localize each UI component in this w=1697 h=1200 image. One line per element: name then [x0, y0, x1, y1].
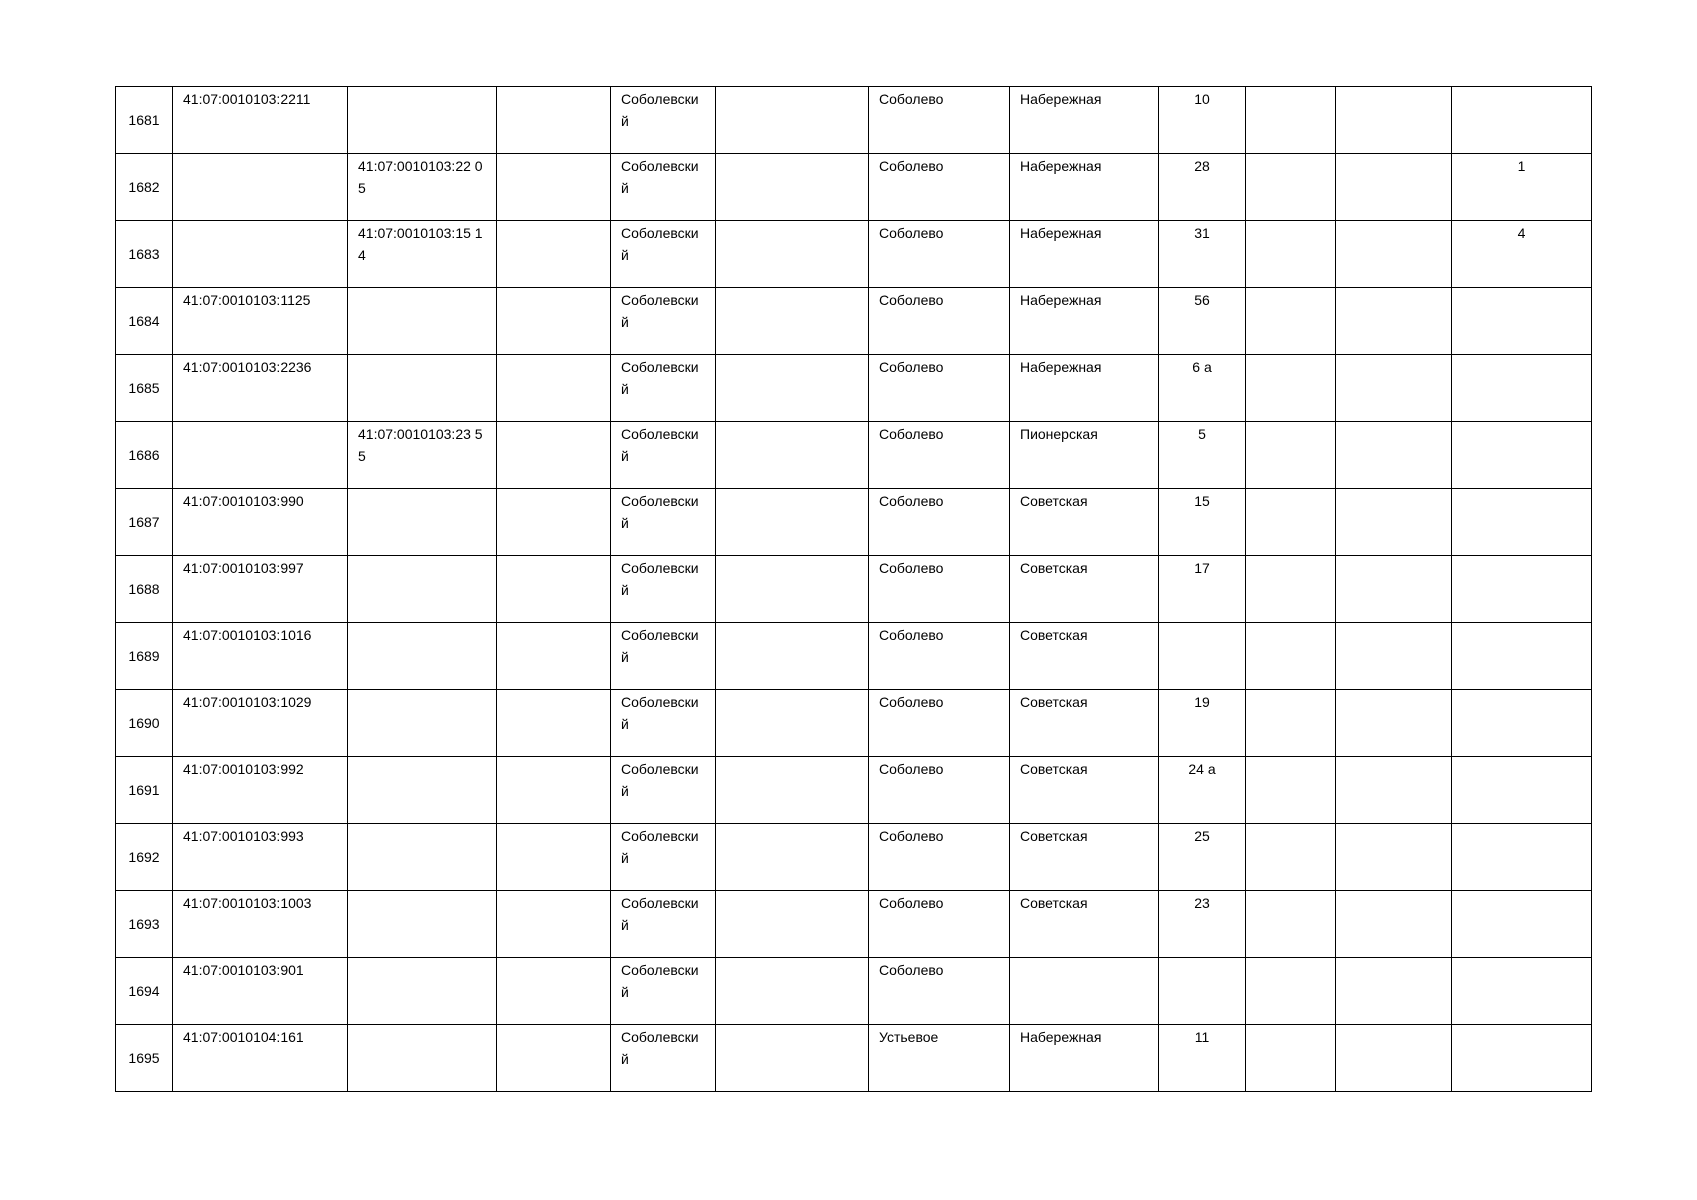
empty-cell — [716, 958, 869, 1025]
house-number-cell: 25 — [1159, 824, 1246, 891]
district-cell: Соболевски й — [611, 87, 716, 154]
row-number-cell: 1691 — [116, 757, 173, 824]
row-number-cell: 1685 — [116, 355, 173, 422]
cadastral-number-cell: 41:07:0010103:1029 — [173, 690, 348, 757]
empty-cell — [716, 891, 869, 958]
settlement-cell: Соболево — [869, 556, 1010, 623]
house-number-cell — [1159, 958, 1246, 1025]
district-cell: Соболевски й — [611, 623, 716, 690]
cadastral-number-2-cell — [348, 891, 497, 958]
cadastral-number-cell: 41:07:0010103:1003 — [173, 891, 348, 958]
extra-value-cell — [1452, 690, 1592, 757]
extra-value-cell — [1452, 489, 1592, 556]
house-number-cell: 5 — [1159, 422, 1246, 489]
cadastral-number-2-cell: 41:07:0010103:23 55 — [348, 422, 497, 489]
empty-cell — [1336, 891, 1452, 958]
empty-cell — [1246, 1025, 1336, 1092]
street-cell: Набережная — [1010, 221, 1159, 288]
house-number-cell: 6 а — [1159, 355, 1246, 422]
cadastral-number-cell — [173, 422, 348, 489]
empty-cell — [497, 556, 611, 623]
extra-value-cell — [1452, 958, 1592, 1025]
district-cell: Соболевски й — [611, 355, 716, 422]
cadastral-number-2-cell — [348, 958, 497, 1025]
empty-cell — [716, 489, 869, 556]
empty-cell — [716, 623, 869, 690]
empty-cell — [1336, 87, 1452, 154]
extra-value-cell — [1452, 556, 1592, 623]
cadastral-number-cell: 41:07:0010103:993 — [173, 824, 348, 891]
empty-cell — [1246, 489, 1336, 556]
cadastral-number-2-cell — [348, 87, 497, 154]
street-cell: Набережная — [1010, 355, 1159, 422]
row-number-cell: 1692 — [116, 824, 173, 891]
empty-cell — [1336, 489, 1452, 556]
district-cell: Соболевски й — [611, 221, 716, 288]
row-number-cell: 1683 — [116, 221, 173, 288]
extra-value-cell — [1452, 891, 1592, 958]
street-cell: Советская — [1010, 556, 1159, 623]
district-cell: Соболевски й — [611, 489, 716, 556]
house-number-cell: 31 — [1159, 221, 1246, 288]
cadastral-number-cell: 41:07:0010104:161 — [173, 1025, 348, 1092]
empty-cell — [497, 891, 611, 958]
house-number-cell: 17 — [1159, 556, 1246, 623]
empty-cell — [1336, 824, 1452, 891]
cadastral-number-2-cell — [348, 355, 497, 422]
empty-cell — [1246, 288, 1336, 355]
cadastral-number-2-cell — [348, 288, 497, 355]
settlement-cell: Соболево — [869, 489, 1010, 556]
empty-cell — [1336, 355, 1452, 422]
street-cell: Советская — [1010, 757, 1159, 824]
empty-cell — [497, 690, 611, 757]
settlement-cell: Соболево — [869, 824, 1010, 891]
table-row — [116, 1025, 1592, 1092]
settlement-cell: Соболево — [869, 690, 1010, 757]
street-cell: Советская — [1010, 891, 1159, 958]
cadastral-number-cell: 41:07:0010103:2211 — [173, 87, 348, 154]
district-cell: Соболевски й — [611, 891, 716, 958]
street-cell — [1010, 958, 1159, 1025]
empty-cell — [1336, 221, 1452, 288]
district-cell: Соболевски й — [611, 154, 716, 221]
extra-value-cell — [1452, 422, 1592, 489]
district-cell: Соболевски й — [611, 958, 716, 1025]
empty-cell — [497, 757, 611, 824]
table-row — [116, 288, 1592, 355]
empty-cell — [716, 87, 869, 154]
table-row — [116, 556, 1592, 623]
district-cell: Соболевски й — [611, 690, 716, 757]
empty-cell — [1246, 87, 1336, 154]
empty-cell — [1246, 623, 1336, 690]
house-number-cell: 15 — [1159, 489, 1246, 556]
extra-value-cell — [1452, 87, 1592, 154]
settlement-cell: Соболево — [869, 288, 1010, 355]
empty-cell — [497, 288, 611, 355]
empty-cell — [1336, 556, 1452, 623]
cadastral-number-cell: 41:07:0010103:990 — [173, 489, 348, 556]
empty-cell — [1246, 757, 1336, 824]
empty-cell — [1336, 1025, 1452, 1092]
cadastral-number-cell: 41:07:0010103:1016 — [173, 623, 348, 690]
empty-cell — [497, 489, 611, 556]
extra-value-cell: 4 — [1452, 221, 1592, 288]
settlement-cell: Соболево — [869, 623, 1010, 690]
table-row — [116, 623, 1592, 690]
empty-cell — [497, 1025, 611, 1092]
table-row — [116, 87, 1592, 154]
empty-cell — [716, 154, 869, 221]
empty-cell — [497, 623, 611, 690]
registry-table — [115, 86, 1592, 1092]
extra-value-cell: 1 — [1452, 154, 1592, 221]
street-cell: Советская — [1010, 623, 1159, 690]
row-number-cell: 1687 — [116, 489, 173, 556]
extra-value-cell — [1452, 757, 1592, 824]
row-number-cell: 1684 — [116, 288, 173, 355]
row-number-cell: 1690 — [116, 690, 173, 757]
cadastral-number-cell: 41:07:0010103:901 — [173, 958, 348, 1025]
empty-cell — [716, 824, 869, 891]
empty-cell — [1246, 154, 1336, 221]
empty-cell — [497, 154, 611, 221]
table-row — [116, 489, 1592, 556]
cadastral-number-cell — [173, 154, 348, 221]
street-cell: Советская — [1010, 489, 1159, 556]
extra-value-cell — [1452, 623, 1592, 690]
extra-value-cell — [1452, 824, 1592, 891]
empty-cell — [497, 87, 611, 154]
street-cell: Набережная — [1010, 1025, 1159, 1092]
empty-cell — [1246, 422, 1336, 489]
empty-cell — [1336, 958, 1452, 1025]
cadastral-number-2-cell — [348, 556, 497, 623]
extra-value-cell — [1452, 288, 1592, 355]
empty-cell — [1336, 422, 1452, 489]
cadastral-number-2-cell — [348, 757, 497, 824]
district-cell: Соболевски й — [611, 824, 716, 891]
house-number-cell: 23 — [1159, 891, 1246, 958]
empty-cell — [1246, 556, 1336, 623]
street-cell: Советская — [1010, 690, 1159, 757]
settlement-cell: Соболево — [869, 757, 1010, 824]
empty-cell — [716, 221, 869, 288]
cadastral-number-cell: 41:07:0010103:997 — [173, 556, 348, 623]
street-cell: Набережная — [1010, 87, 1159, 154]
empty-cell — [1246, 891, 1336, 958]
empty-cell — [1246, 690, 1336, 757]
district-cell: Соболевски й — [611, 757, 716, 824]
settlement-cell: Соболево — [869, 422, 1010, 489]
empty-cell — [716, 556, 869, 623]
table-row — [116, 154, 1592, 221]
empty-cell — [497, 422, 611, 489]
settlement-cell: Соболево — [869, 154, 1010, 221]
table-row — [116, 891, 1592, 958]
cadastral-number-2-cell — [348, 1025, 497, 1092]
table-row — [116, 690, 1592, 757]
empty-cell — [716, 1025, 869, 1092]
empty-cell — [1336, 690, 1452, 757]
empty-cell — [1246, 355, 1336, 422]
street-cell: Пионерская — [1010, 422, 1159, 489]
empty-cell — [497, 355, 611, 422]
empty-cell — [716, 757, 869, 824]
empty-cell — [1246, 221, 1336, 288]
table-body — [116, 87, 1592, 1092]
settlement-cell: Соболево — [869, 221, 1010, 288]
cadastral-number-cell: 41:07:0010103:2236 — [173, 355, 348, 422]
settlement-cell: Соболево — [869, 355, 1010, 422]
cadastral-number-2-cell — [348, 824, 497, 891]
empty-cell — [716, 288, 869, 355]
empty-cell — [497, 824, 611, 891]
row-number-cell: 1688 — [116, 556, 173, 623]
empty-cell — [1336, 623, 1452, 690]
district-cell: Соболевски й — [611, 288, 716, 355]
street-cell: Набережная — [1010, 288, 1159, 355]
house-number-cell: 10 — [1159, 87, 1246, 154]
district-cell: Соболевски й — [611, 422, 716, 489]
settlement-cell: Соболево — [869, 87, 1010, 154]
house-number-cell: 56 — [1159, 288, 1246, 355]
empty-cell — [716, 355, 869, 422]
table-row — [116, 824, 1592, 891]
cadastral-number-2-cell — [348, 623, 497, 690]
empty-cell — [1336, 288, 1452, 355]
extra-value-cell — [1452, 1025, 1592, 1092]
settlement-cell: Соболево — [869, 891, 1010, 958]
house-number-cell — [1159, 623, 1246, 690]
cadastral-number-cell: 41:07:0010103:1125 — [173, 288, 348, 355]
empty-cell — [1246, 824, 1336, 891]
row-number-cell: 1681 — [116, 87, 173, 154]
empty-cell — [1336, 757, 1452, 824]
empty-cell — [716, 690, 869, 757]
cadastral-number-cell: 41:07:0010103:992 — [173, 757, 348, 824]
empty-cell — [716, 422, 869, 489]
row-number-cell: 1693 — [116, 891, 173, 958]
district-cell: Соболевски й — [611, 556, 716, 623]
empty-cell — [497, 221, 611, 288]
empty-cell — [1246, 958, 1336, 1025]
row-number-cell: 1689 — [116, 623, 173, 690]
cadastral-number-2-cell: 41:07:0010103:22 05 — [348, 154, 497, 221]
cadastral-number-2-cell — [348, 690, 497, 757]
row-number-cell: 1695 — [116, 1025, 173, 1092]
house-number-cell: 24 а — [1159, 757, 1246, 824]
extra-value-cell — [1452, 355, 1592, 422]
table-row — [116, 221, 1592, 288]
empty-cell — [497, 958, 611, 1025]
empty-cell — [1336, 154, 1452, 221]
settlement-cell: Устьевое — [869, 1025, 1010, 1092]
house-number-cell: 19 — [1159, 690, 1246, 757]
row-number-cell: 1682 — [116, 154, 173, 221]
row-number-cell: 1694 — [116, 958, 173, 1025]
table-row — [116, 757, 1592, 824]
street-cell: Набережная — [1010, 154, 1159, 221]
table-row — [116, 355, 1592, 422]
street-cell: Советская — [1010, 824, 1159, 891]
district-cell: Соболевски й — [611, 1025, 716, 1092]
cadastral-number-2-cell — [348, 489, 497, 556]
settlement-cell: Соболево — [869, 958, 1010, 1025]
cadastral-number-cell — [173, 221, 348, 288]
row-number-cell: 1686 — [116, 422, 173, 489]
table-row — [116, 958, 1592, 1025]
house-number-cell: 28 — [1159, 154, 1246, 221]
cadastral-number-2-cell: 41:07:0010103:15 14 — [348, 221, 497, 288]
table-row — [116, 422, 1592, 489]
house-number-cell: 11 — [1159, 1025, 1246, 1092]
